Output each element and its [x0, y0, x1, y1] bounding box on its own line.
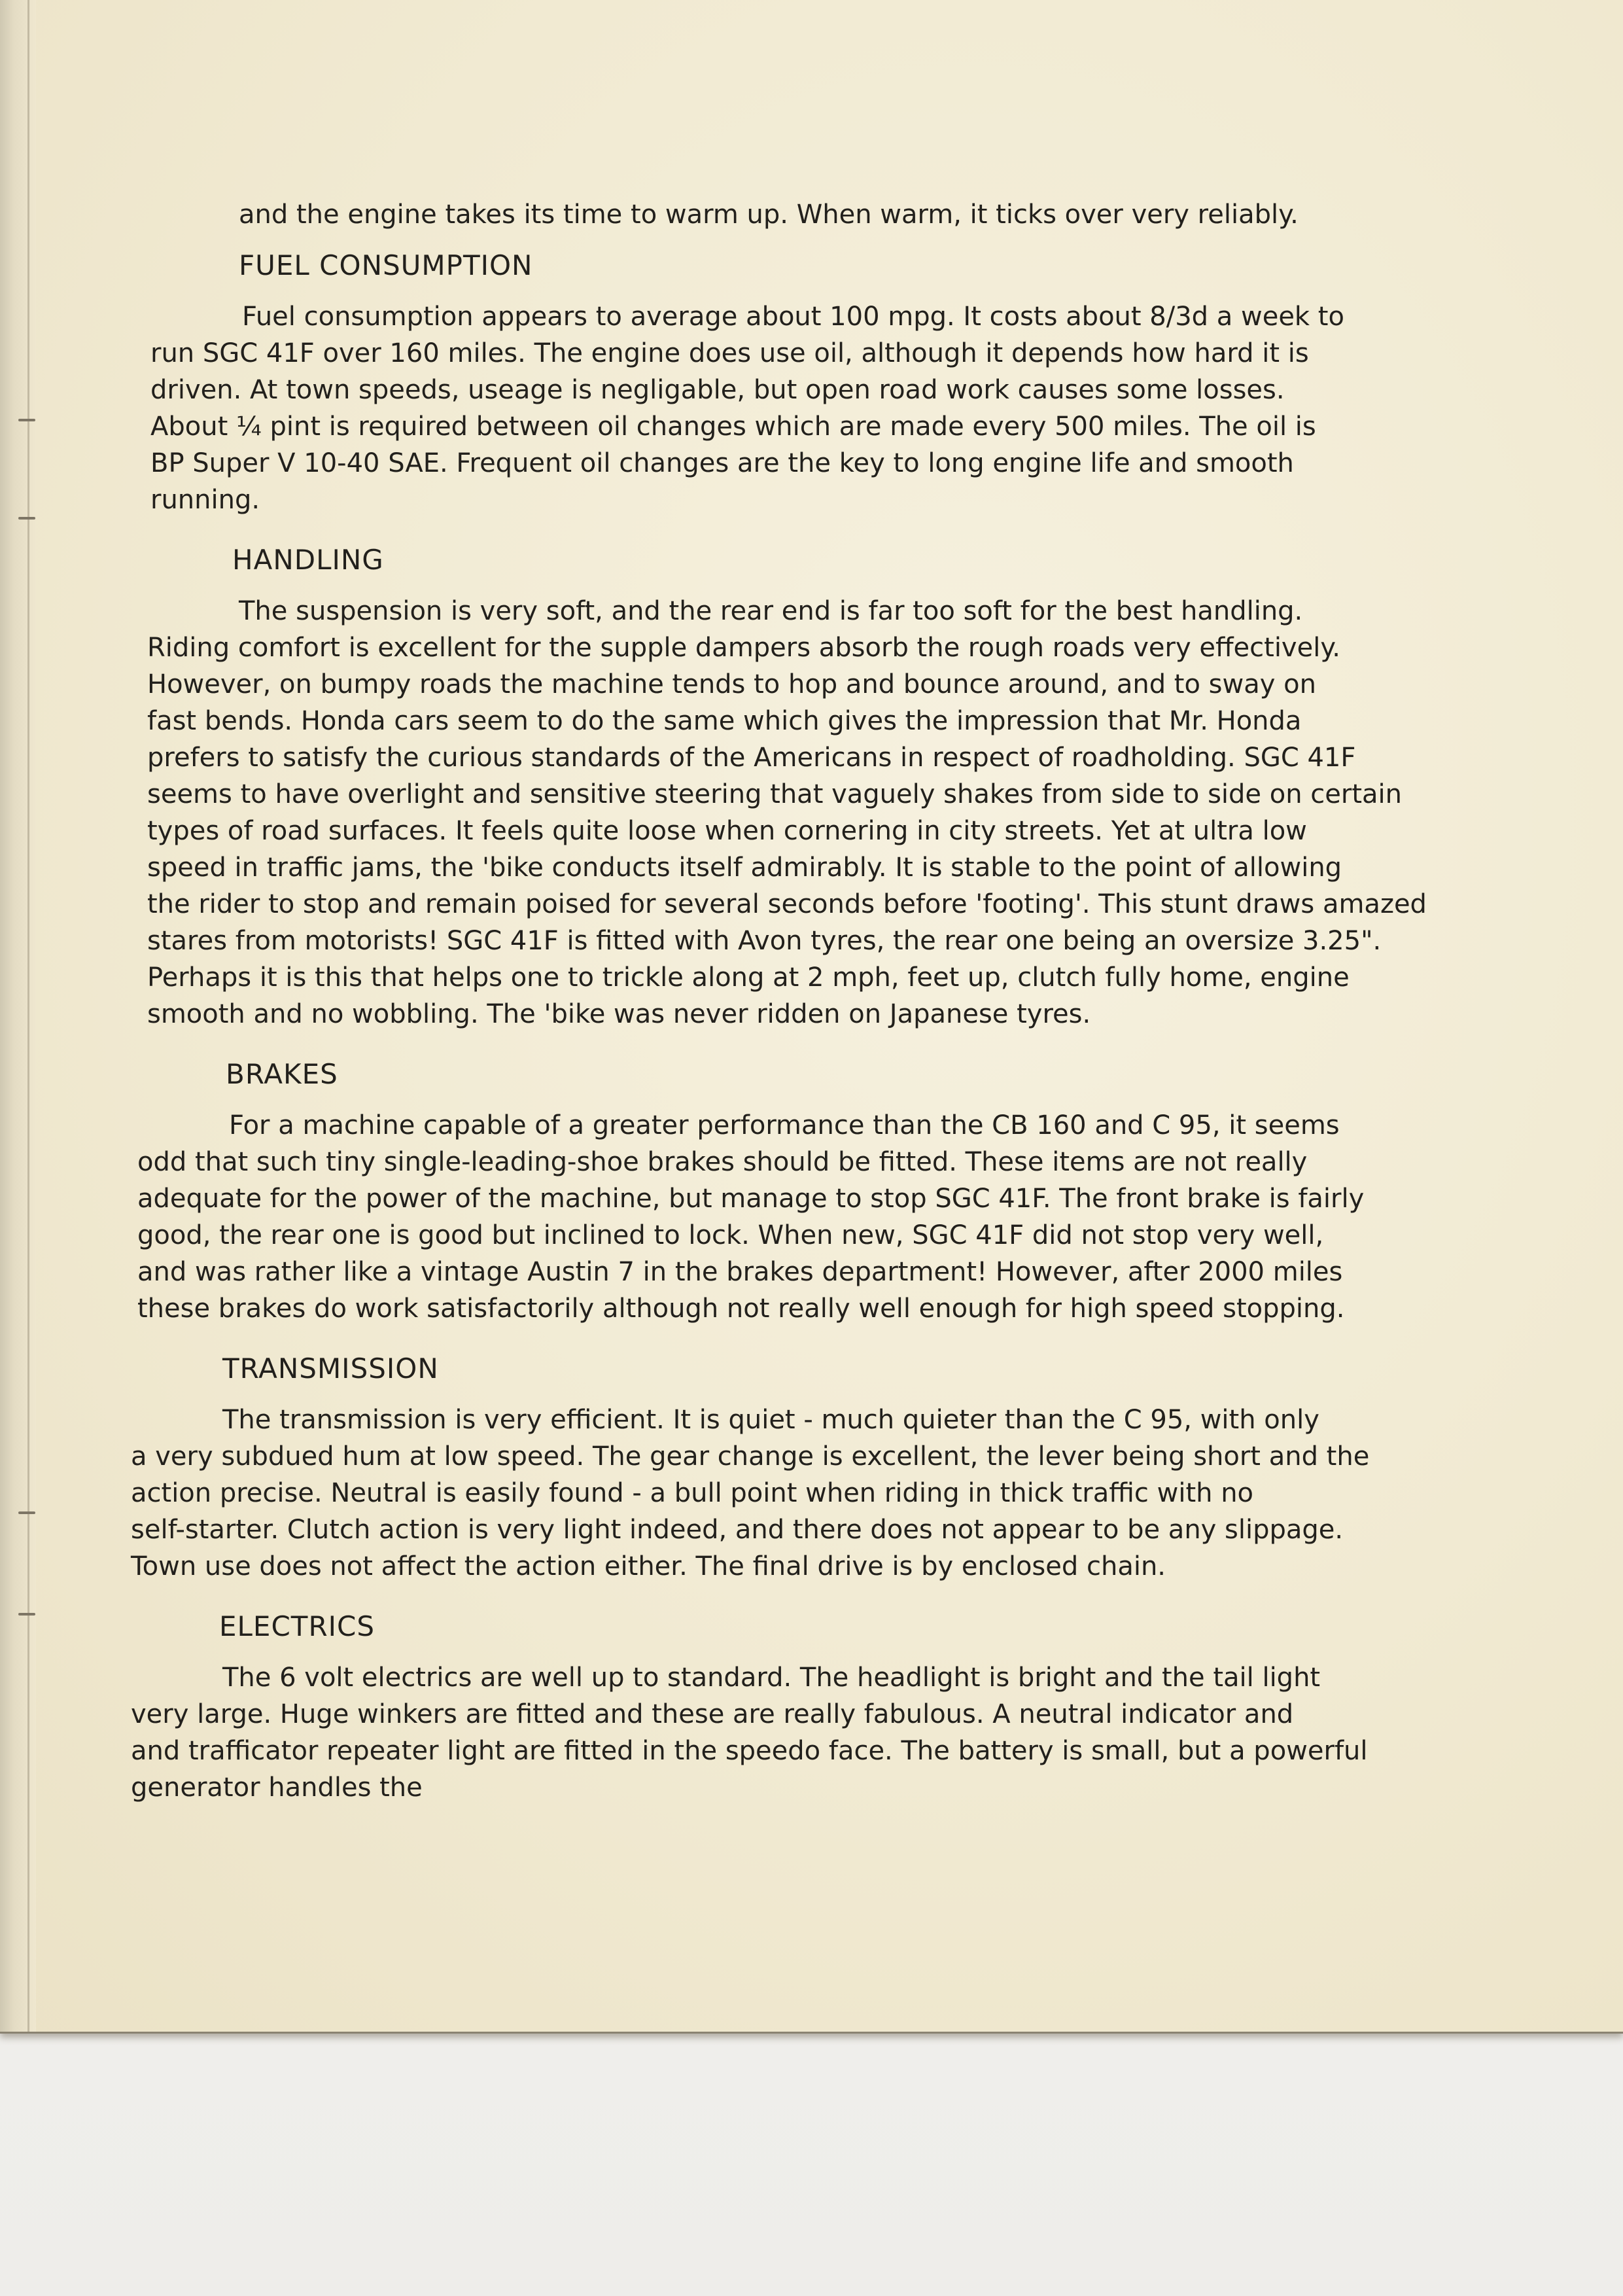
binding-mark: [18, 1613, 35, 1616]
heading-electrics: ELECTRICS: [219, 1610, 375, 1642]
binding-mark: [18, 419, 35, 421]
heading-fuel-consumption: FUEL CONSUMPTION: [239, 249, 533, 281]
section-transmission: [131, 1402, 1465, 1585]
paragraph-line: Fuel consumption appears to average about 100 mpg. It costs about 8/3d a week to: [242, 302, 1344, 332]
paragraph-line: very large. Huge winkers are fitted and these are really fabulous. A neutral indicator and: [131, 1699, 1294, 1729]
section-brakes: [131, 1107, 1465, 1327]
paragraph-line: prefers to satisfy the curious standards of the Americans in respect of roadholding. SGC 41F: [147, 743, 1356, 773]
section-electrics: [131, 1659, 1465, 1806]
spine-fold-line: [27, 0, 29, 2032]
opening-line: and the engine takes its time to warm up. When warm, it ticks over very reliably.: [239, 200, 1299, 230]
paragraph-line: good, the rear one is good but inclined to lock. When new, SGC 41F did not stop very well,: [137, 1220, 1324, 1250]
paragraph-line: BP Super V 10-40 SAE. Frequent oil changes are the key to long engine life and smooth: [150, 448, 1294, 478]
paragraph-line: For a machine capable of a greater performance than the CB 160 and C 95, it seems: [229, 1110, 1340, 1140]
paragraph-line: About ¼ pint is required between oil changes which are made every 500 miles. The oil is: [150, 412, 1316, 442]
section-handling: [131, 593, 1465, 1033]
paragraph-line: The transmission is very efficient. It is quiet - much quieter than the C 95, with only: [222, 1405, 1319, 1435]
paragraph-line: speed in traffic jams, the 'bike conducts itself admirably. It is stable to the point of allowing: [147, 853, 1342, 883]
paragraph-line: Riding comfort is excellent for the supple dampers absorb the rough roads very effectively.: [147, 633, 1341, 663]
paragraph-line: self-starter. Clutch action is very light indeed, and there does not appear to be any slippage.: [131, 1515, 1344, 1545]
paragraph-line: running.: [150, 485, 260, 515]
paragraph-line: However, on bumpy roads the machine tends to hop and bounce around, and to sway on: [147, 669, 1316, 699]
article-body: [131, 196, 1465, 1806]
page-spine: [0, 0, 36, 2032]
paragraph-line: the rider to stop and remain poised for several seconds before 'footing'. This stunt draws amazed: [147, 889, 1427, 919]
paragraph-line: Perhaps it is this that helps one to trickle along at 2 mph, feet up, clutch fully home, engine: [147, 963, 1350, 993]
section-fuel-consumption: [131, 298, 1465, 518]
paragraph-line: run SGC 41F over 160 miles. The engine does use oil, although it depends how hard it is: [150, 338, 1309, 368]
paragraph-line: generator handles the: [131, 1773, 423, 1803]
paragraph-line: The suspension is very soft, and the rear end is far too soft for the best handling.: [239, 596, 1303, 626]
paragraph-line: a very subdued hum at low speed. The gear change is excellent, the lever being short and the: [131, 1441, 1370, 1472]
paragraph-line: seems to have overlight and sensitive steering that vaguely shakes from side to side on certain: [147, 779, 1402, 809]
paragraph-line: adequate for the power of the machine, but manage to stop SGC 41F. The front brake is fairly: [137, 1184, 1365, 1214]
paragraph-line: The 6 volt electrics are well up to standard. The headlight is bright and the tail light: [222, 1663, 1321, 1693]
paragraph-line: and trafficator repeater light are fitted in the speedo face. The battery is small, but a powerful: [131, 1736, 1368, 1766]
paragraph-line: these brakes do work satisfactorily although not really well enough for high speed stopping.: [137, 1294, 1345, 1324]
paragraph-line: types of road surfaces. It feels quite loose when cornering in city streets. Yet at ultra low: [147, 816, 1307, 846]
paragraph-line: stares from motorists! SGC 41F is fitted with Avon tyres, the rear one being an oversize 3.25".: [147, 926, 1382, 956]
heading-handling: HANDLING: [232, 544, 384, 576]
paragraph-line: action precise. Neutral is easily found - a bull point when riding in thick traffic with no: [131, 1478, 1254, 1508]
paragraph-line: Town use does not affect the action either. The final drive is by enclosed chain.: [131, 1551, 1166, 1581]
paragraph-line: and was rather like a vintage Austin 7 in the brakes department! However, after 2000 miles: [137, 1257, 1343, 1287]
paragraph-line: fast bends. Honda cars seem to do the same which gives the impression that Mr. Honda: [147, 706, 1302, 736]
paragraph-line: odd that such tiny single-leading-shoe brakes should be fitted. These items are not really: [137, 1147, 1308, 1177]
binding-mark: [18, 1511, 35, 1514]
binding-mark: [18, 517, 35, 520]
heading-transmission: TRANSMISSION: [222, 1352, 439, 1385]
paragraph-line: driven. At town speeds, useage is negligable, but open road work causes some losses.: [150, 375, 1285, 405]
heading-brakes: BRAKES: [226, 1058, 338, 1090]
paragraph-line: smooth and no wobbling. The 'bike was never ridden on Japanese tyres.: [147, 999, 1091, 1029]
